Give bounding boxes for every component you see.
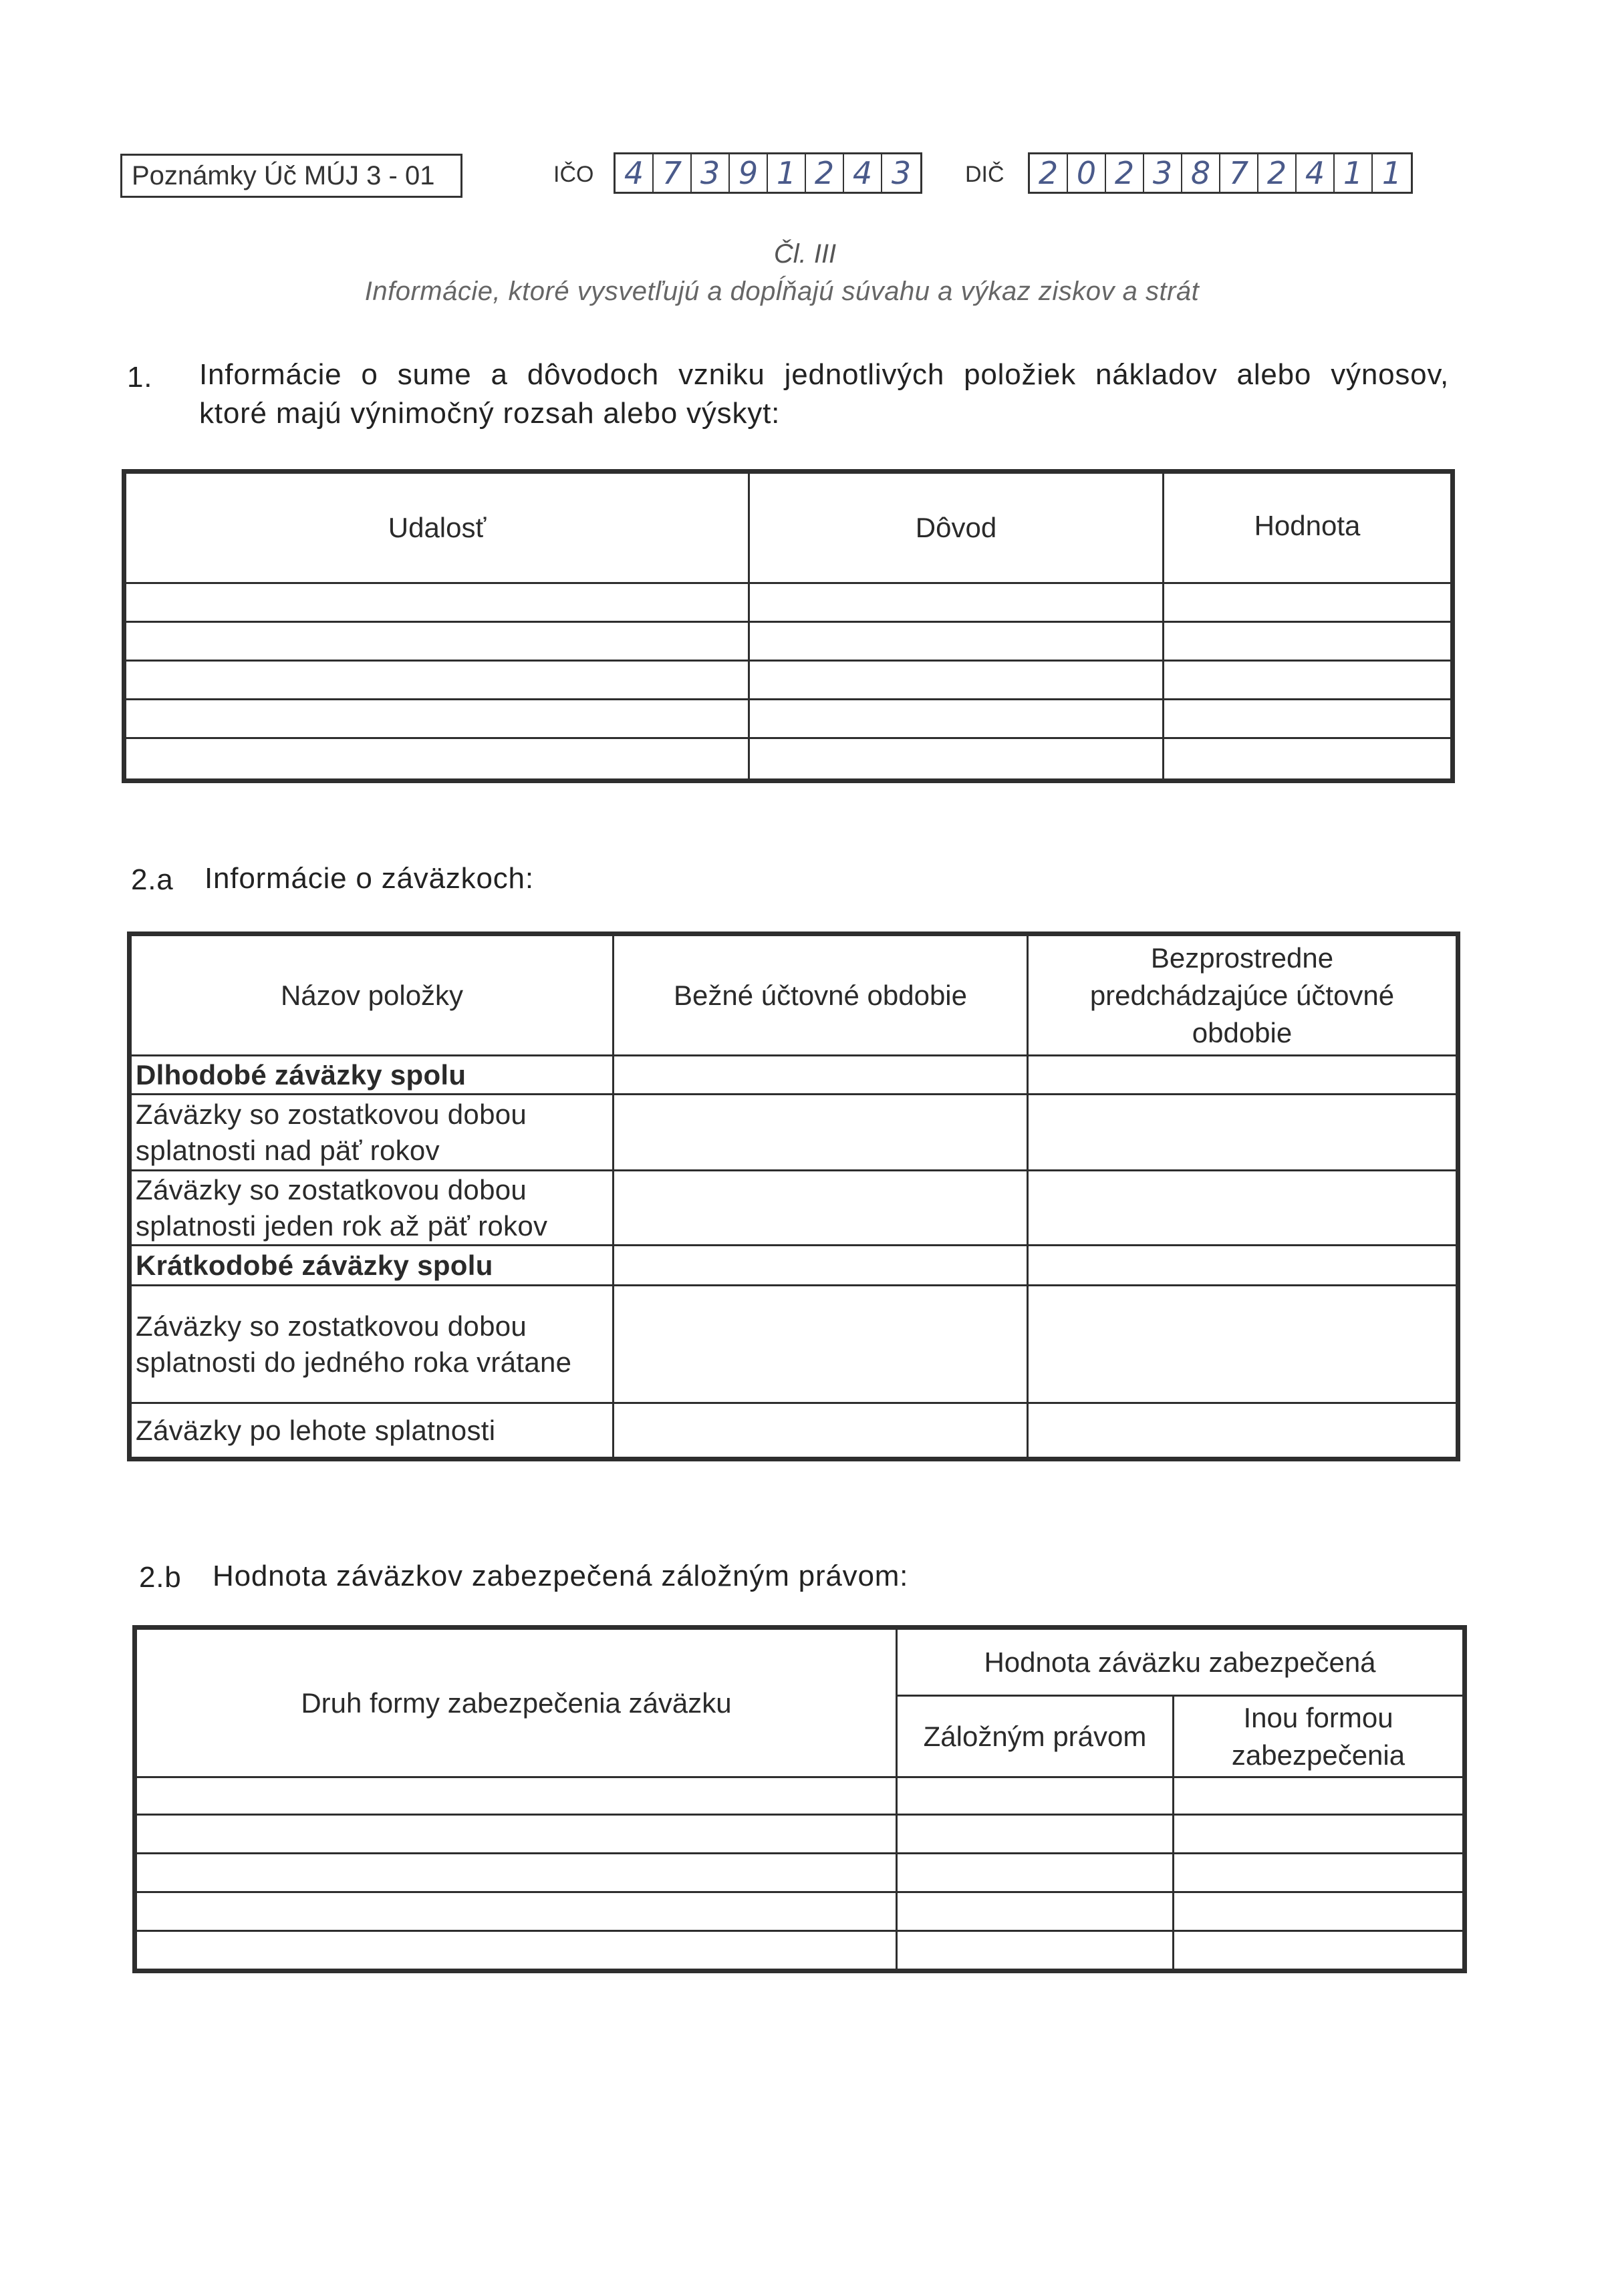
table-row xyxy=(131,1171,1457,1246)
ico-digit: 1 xyxy=(768,154,806,192)
table-cell[interactable] xyxy=(614,1095,1028,1171)
col-header-other-form: Inou formou zabezpečenia xyxy=(1174,1696,1464,1777)
table-cell[interactable] xyxy=(1164,700,1452,738)
item2a-number: 2.a xyxy=(131,863,174,896)
table-cell[interactable] xyxy=(897,1931,1174,1970)
item2a-heading: Informácie o záväzkoch: xyxy=(205,862,534,895)
table-cell[interactable] xyxy=(1164,661,1452,700)
table-secured-liabilities xyxy=(135,1628,1464,1971)
section-number: Čl. III xyxy=(773,239,837,269)
ico-digit: 9 xyxy=(730,154,768,192)
table-cell[interactable] xyxy=(136,1854,897,1892)
table-row xyxy=(126,583,1452,622)
form-id-box: Poznámky Úč MÚJ 3 - 01 xyxy=(120,154,462,198)
dic-digit: 0 xyxy=(1068,154,1106,192)
table-row xyxy=(136,1815,1464,1854)
dic-digit: 2 xyxy=(1030,154,1068,192)
table-row xyxy=(126,661,1452,700)
table-row xyxy=(131,1403,1457,1458)
col-header-event: Udalosť xyxy=(126,473,749,583)
table-cell[interactable] xyxy=(749,738,1164,780)
dic-digit: 3 xyxy=(1144,154,1182,192)
table-cell[interactable] xyxy=(1174,1815,1464,1854)
table-cell[interactable] xyxy=(614,1171,1028,1246)
row-label-one-to-five-years: Záväzky so zostatkovou dobou splatnosti jeden rok až päť rokov xyxy=(131,1171,614,1246)
table-cell[interactable] xyxy=(1174,1777,1464,1815)
table-liabilities xyxy=(130,934,1458,1459)
table-row xyxy=(136,1854,1464,1892)
dic-digit: 7 xyxy=(1220,154,1258,192)
table-row xyxy=(131,1095,1457,1171)
item2b-number: 2.b xyxy=(139,1561,182,1594)
table-row xyxy=(136,1777,1464,1815)
table-cell[interactable] xyxy=(136,1777,897,1815)
table-cell[interactable] xyxy=(1028,1095,1457,1171)
table-cell[interactable] xyxy=(897,1777,1174,1815)
table-cell[interactable] xyxy=(1174,1854,1464,1892)
item2b-heading: Hodnota záväzkov zabezpečená záložným právom: xyxy=(213,1560,909,1592)
table-cell[interactable] xyxy=(136,1931,897,1970)
table-cell[interactable] xyxy=(126,738,749,780)
ico-digit: 4 xyxy=(844,154,882,192)
table-cell[interactable] xyxy=(1028,1286,1457,1403)
row-label-overdue: Záväzky po lehote splatnosti xyxy=(131,1403,614,1458)
dic-digit: 4 xyxy=(1297,154,1335,192)
table-cell[interactable] xyxy=(897,1815,1174,1854)
table-cell[interactable] xyxy=(1028,1403,1457,1458)
table-cell[interactable] xyxy=(749,622,1164,661)
col-header-secured-value: Hodnota záväzku zabezpečená xyxy=(897,1629,1464,1696)
table-cell[interactable] xyxy=(1028,1056,1457,1095)
col-header-current-period: Bežné účtovné obdobie xyxy=(614,936,1028,1056)
ico-field[interactable] xyxy=(614,152,922,194)
dic-digit: 1 xyxy=(1335,154,1373,192)
table-cell[interactable] xyxy=(136,1815,897,1854)
table-cell[interactable] xyxy=(126,661,749,700)
section-title: Informácie, ktoré vysvetľujú a dopĺňajú súvahu a výkaz ziskov a strát xyxy=(364,277,1200,306)
table-cell[interactable] xyxy=(614,1286,1028,1403)
dic-field[interactable] xyxy=(1028,152,1413,194)
col-header-lien: Záložným právom xyxy=(897,1696,1174,1777)
row-label-long-term-total: Dlhodobé záväzky spolu xyxy=(131,1056,614,1095)
table-cell[interactable] xyxy=(749,700,1164,738)
dic-digit: 2 xyxy=(1106,154,1144,192)
table-cell[interactable] xyxy=(614,1246,1028,1286)
table-cell[interactable] xyxy=(1174,1931,1464,1970)
table-cell[interactable] xyxy=(1174,1892,1464,1931)
table-cell[interactable] xyxy=(749,583,1164,622)
col-header-reason: Dôvod xyxy=(749,473,1164,583)
table-cell[interactable] xyxy=(1164,622,1452,661)
table-row xyxy=(131,1246,1457,1286)
table-row xyxy=(136,1931,1464,1970)
ico-label: IČO xyxy=(553,162,594,187)
col-header-security-type: Druh formy zabezpečenia záväzku xyxy=(136,1629,897,1777)
item1-heading-line2: ktoré majú výnimočný rozsah alebo výskyt: xyxy=(199,397,781,430)
table-cell[interactable] xyxy=(1164,583,1452,622)
table-cell[interactable] xyxy=(1028,1171,1457,1246)
table-row xyxy=(126,700,1452,738)
dic-digit: 2 xyxy=(1258,154,1297,192)
table-row xyxy=(126,622,1452,661)
item1-heading-line1: Informácie o sume a dôvodoch vzniku jednotlivých položiek nákladov alebo výnosov, xyxy=(199,358,1449,391)
col-header-value: Hodnota xyxy=(1164,473,1452,583)
row-label-up-to-one-year: Záväzky so zostatkovou dobou splatnosti do jedného roka vrátane xyxy=(131,1286,614,1403)
ico-digit: 2 xyxy=(806,154,844,192)
table-cell[interactable] xyxy=(126,622,749,661)
ico-digit: 3 xyxy=(692,154,730,192)
table-cell[interactable] xyxy=(897,1892,1174,1931)
table-cell[interactable] xyxy=(126,583,749,622)
table-cell[interactable] xyxy=(897,1854,1174,1892)
ico-digit: 3 xyxy=(891,155,912,191)
row-label-over-five-years: Záväzky so zostatkovou dobou splatnosti nad päť rokov xyxy=(131,1095,614,1171)
table-cell[interactable] xyxy=(136,1892,897,1931)
dic-digit: 8 xyxy=(1182,154,1220,192)
item1-number: 1. xyxy=(127,361,153,394)
dic-label: DIČ xyxy=(965,162,1004,187)
table-row xyxy=(136,1892,1464,1931)
col-header-previous-period: Bezprostredne predchádzajúce účtovné obdobie xyxy=(1028,936,1457,1056)
table-row xyxy=(126,738,1452,780)
dic-digit: 1 xyxy=(1381,155,1402,191)
table-cell[interactable] xyxy=(1164,738,1452,780)
ico-digit: 7 xyxy=(654,154,692,192)
table-cell[interactable] xyxy=(749,661,1164,700)
ico-digit: 4 xyxy=(616,154,654,192)
table-row xyxy=(131,1056,1457,1095)
table-cell[interactable] xyxy=(126,700,749,738)
col-header-item-name: Názov položky xyxy=(131,936,614,1056)
table-cell[interactable] xyxy=(1028,1246,1457,1286)
row-label-short-term-total: Krátkodobé záväzky spolu xyxy=(131,1246,614,1286)
table-cell[interactable] xyxy=(614,1056,1028,1095)
table-unusual-items xyxy=(124,472,1452,780)
table-row xyxy=(131,1286,1457,1403)
table-cell[interactable] xyxy=(614,1403,1028,1458)
